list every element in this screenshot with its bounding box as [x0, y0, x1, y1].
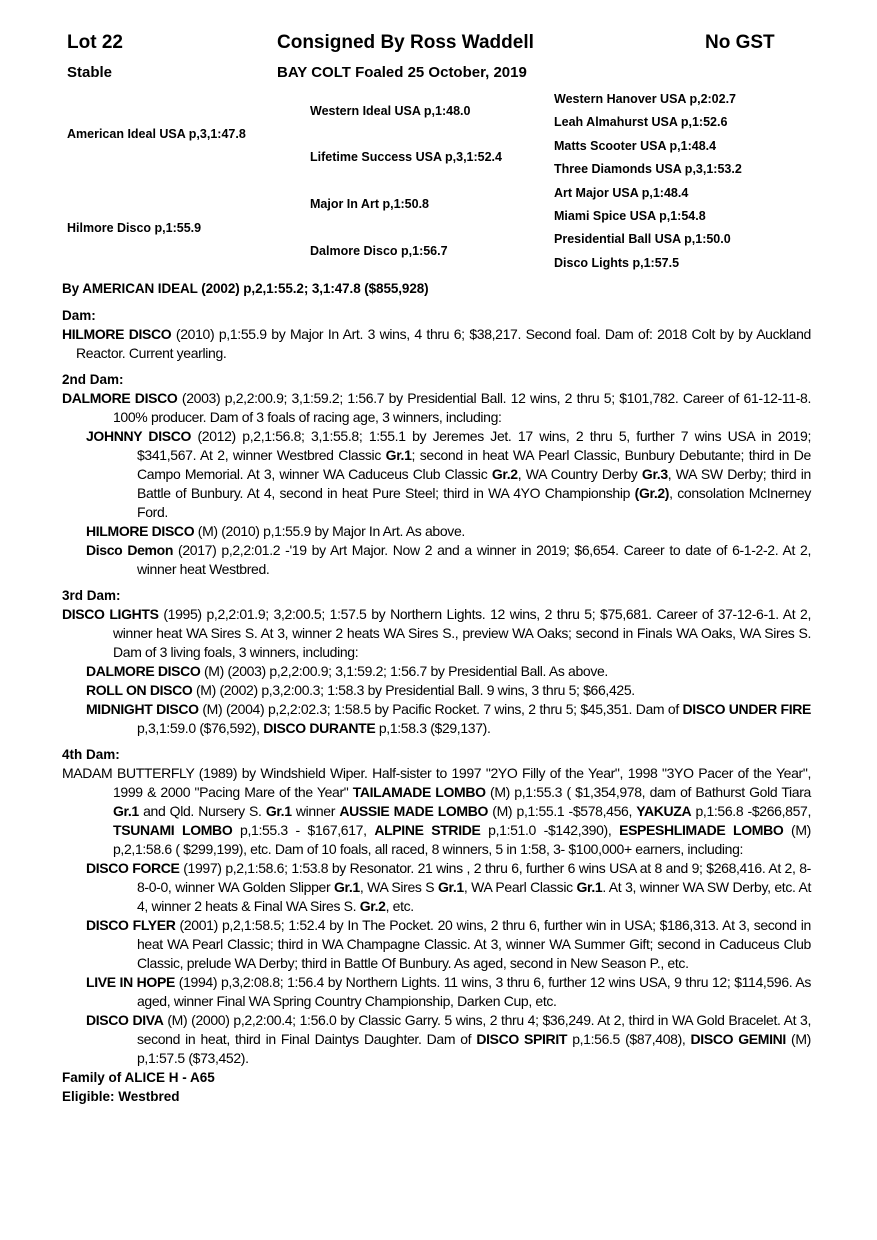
section-title: 4th Dam: [62, 747, 120, 762]
entry-text: (2001) p,2,1:58.5; 1:52.4 by In The Pocket. 20 wins, 2 thru 6, further win in USA; $186,313. At 3, second in heat WA Pearl Classic; third in WA Champagne Classic. At 3, winner WA Summer Gift; second in Caduceus Club Classic, prelude WA Derby; third in Battle Of Bunbury. As aged, second in New Season P., etc. [137, 917, 811, 971]
bold-text: TSUNAMI LOMBO [113, 822, 233, 838]
horse-description: BAY COLT Foaled 25 October, 2019 [277, 64, 527, 81]
entry-text: ; second in heat WA Pearl Classic, Bunbury Debutante; third in De Campo Memorial. At 3, winner WA Caduceus Club Classic [137, 447, 811, 482]
eligible-line: Eligible: Westbred [62, 1089, 180, 1104]
entry-text: p,1:58.3 ($29,137). [375, 720, 491, 736]
gst-status: No GST [705, 32, 775, 53]
dam-section [62, 586, 811, 738]
entry-text: (2010) p,1:55.9 by Major In Art. 3 wins, 4 thru 6; $38,217. Second foal. Dam of: 2018 Colt by by Auckland Reactor. Current yearling. [76, 326, 811, 361]
pedigree-dam: Hilmore Disco p,1:55.9 [67, 221, 202, 235]
sire-line: By AMERICAN IDEAL (2002) p,2,1:55.2; 3,1:47.8 ($855,928) [62, 281, 429, 296]
progeny-entry [62, 522, 811, 541]
dam-entry [62, 325, 811, 363]
bold-text: Gr.3 [641, 466, 668, 482]
bold-text: DISCO GEMINI [690, 1031, 786, 1047]
entry-text: (M) (2003) p,2,2:00.9; 3,1:59.2; 1:56.7 by Presidential Ball. As above. [200, 663, 608, 679]
entry-text: (M) p,1:57.5 ($73,452). [137, 1031, 811, 1066]
progeny-entry [62, 427, 811, 522]
bold-text: Gr.2 [359, 898, 386, 914]
section-title: 2nd Dam: [62, 372, 124, 387]
bold-text: DISCO SPIRIT [476, 1031, 568, 1047]
entry-text: (2017) p,2,2:01.2 -'19 by Art Major. Now 2 and a winner in 2019; $6,654. Career to date of 6-1-2-2. At 2, winner heat Westbred. [137, 542, 811, 577]
lot-number: Lot 22 [67, 32, 123, 53]
bold-text: Gr.1 [576, 879, 603, 895]
family-line: Family of ALICE H - A65 [62, 1070, 215, 1085]
bold-text: Gr.1 [334, 879, 360, 895]
bold-text: DISCO LIGHTS [62, 606, 159, 622]
entry-text: , WA Pearl Classic [463, 879, 577, 895]
bold-text: AUSSIE MADE LOMBO [339, 803, 489, 819]
bold-text: (Gr.2) [634, 485, 670, 501]
bold-text: Disco Demon [86, 542, 174, 558]
bold-text: YAKUZA [636, 803, 692, 819]
progeny-entry [62, 662, 811, 681]
progeny-entry [62, 541, 811, 579]
dam-section [62, 370, 811, 579]
entry-text: , WA Sires S [359, 879, 438, 895]
bold-text: DISCO DURANTE [263, 720, 376, 736]
bold-text: HILMORE DISCO [86, 523, 195, 539]
progeny-entry [62, 859, 811, 916]
progeny-entry [62, 700, 811, 738]
bold-text: DISCO UNDER FIRE [682, 701, 811, 717]
entry-text: winner [291, 803, 340, 819]
bold-text: Gr.1 [265, 803, 292, 819]
entry-text: (M) p,1:55.1 -$578,456, [488, 803, 637, 819]
dam-entry [62, 605, 811, 662]
bold-text: TAILAMADE LOMBO [352, 784, 486, 800]
entry-text: (2012) p,2,1:56.8; 3,1:55.8; 1:55.1 by Jeremes Jet. 17 wins, 2 thru 5, further 7 wins USA in 2019; $341,567. At 2, winner Westbred Classic [137, 428, 811, 463]
entry-text: (1997) p,2,1:58.6; 1:53.8 by Resonator. 21 wins , 2 thru 6, further 6 wins USA at 8 and 9; $268,416. At 2, 8-8-0-0, winner WA Golden Slipper [137, 860, 811, 895]
entry-text: MADAM BUTTERFLY (1989) by Windshield Wiper. Half-sister to 1997 "2YO Filly of the Year", 1998 "3YO Pacer of the Year", 1999 & 2000 "Pacing Mare of the Year" [62, 765, 811, 800]
bold-text: ROLL ON DISCO [86, 682, 193, 698]
entry-text: , consolation McInerney Ford. [137, 485, 811, 520]
consignor: Consigned By Ross Waddell [277, 32, 534, 53]
entry-text: p,1:55.3 - $167,617, [232, 822, 375, 838]
bold-text: JOHNNY DISCO [86, 428, 192, 444]
progeny-entry [62, 973, 811, 1011]
progeny-entry [62, 681, 811, 700]
bold-text: DISCO DIVA [86, 1012, 164, 1028]
bold-text: Gr.2 [491, 466, 518, 482]
pedigree-sire-dam: Lifetime Success USA p,3,1:52.4 [310, 150, 502, 164]
entry-text: (M) (2000) p,2,2:00.4; 1:56.0 by Classic Garry. 5 wins, 2 thru 4; $36,249. At 2, third in WA Gold Bracelet. At 3, second in heat, third in Final Daintys Daughter. Dam of [137, 1012, 812, 1047]
family-sections [62, 306, 811, 1068]
pedigree-dam-dam: Dalmore Disco p,1:56.7 [310, 244, 448, 258]
section-title: Dam: [62, 308, 96, 323]
entry-text: , etc. [385, 898, 414, 914]
entry-text: (1995) p,2,2:01.9; 3,2:00.5; 1:57.5 by Northern Lights. 12 wins, 2 thru 5; $75,681. Career of 37-12-6-1. At 2, winner heat WA Sires S. At 3, winner 2 heats WA Sires S., preview WA Oaks; second in Finals WA Oaks, WA Sires S. Dam of 3 living foals, 3 winners, including: [113, 606, 812, 660]
entry-text: (M) p,1:55.3 ( $1,354,978, dam of Bathurst Gold Tiara [485, 784, 811, 800]
entry-text: (M) (2010) p,1:55.9 by Major In Art. As above. [194, 523, 465, 539]
pedigree-gen3: Miami Spice USA p,1:54.8 [554, 209, 706, 223]
bold-text: DISCO FLYER [86, 917, 176, 933]
pedigree-sire: American Ideal USA p,3,1:47.8 [67, 127, 246, 141]
bold-text: DALMORE DISCO [62, 390, 178, 406]
entry-text: (M) (2004) p,2,2:02.3; 1:58.5 by Pacific Rocket. 7 wins, 2 thru 5; $45,351. Dam of [198, 701, 683, 717]
entry-text: p,1:51.0 -$142,390), [480, 822, 620, 838]
catalogue-body [62, 279, 811, 1106]
bold-text: Gr.1 [385, 447, 412, 463]
pedigree-gen3: Leah Almahurst USA p,1:52.6 [554, 115, 728, 129]
bold-text: DALMORE DISCO [86, 663, 201, 679]
bold-text: DISCO FORCE [86, 860, 180, 876]
entry-text: , WA Country Derby [517, 466, 642, 482]
dam-section [62, 745, 811, 1068]
section-title: 3rd Dam: [62, 588, 121, 603]
pedigree-dam-sire: Major In Art p,1:50.8 [310, 197, 430, 211]
entry-text: , WA SW Derby; third in Battle of Bunbury. At 4, second in heat Pure Steel; third in WA 4YO Championship [137, 466, 811, 501]
entry-text: (1994) p,3,2:08.8; 1:56.4 by Northern Lights. 11 wins, 3 thru 6, further 12 wins USA, 9 thru 12; $114,596. As aged, winner Final WA Spring Country Championship, Darken Cup, etc. [137, 974, 811, 1009]
progeny-entry [62, 916, 811, 973]
pedigree-gen3: Presidential Ball USA p,1:50.0 [554, 232, 731, 246]
pedigree-gen3: Matts Scooter USA p,1:48.4 [554, 139, 717, 153]
pedigree-gen3: Disco Lights p,1:57.5 [554, 256, 680, 270]
bold-text: MIDNIGHT DISCO [86, 701, 199, 717]
entry-text: and Qld. Nursery S. [138, 803, 266, 819]
bold-text: LIVE IN HOPE [86, 974, 175, 990]
bold-text: Gr.1 [438, 879, 464, 895]
bold-text: ALPINE STRIDE [374, 822, 481, 838]
pedigree-gen3: Three Diamonds USA p,3,1:53.2 [554, 162, 742, 176]
entry-text: p,1:56.8 -$266,857, [691, 803, 811, 819]
location: Stable [67, 64, 113, 81]
bold-text: ESPESHLIMADE LOMBO [619, 822, 784, 838]
entry-text: (M) p,2,1:58.6 ( $299,199), etc. Dam of 10 foals, all raced, 8 winners, 5 in 1:58, 3- $100,000+ earners, including: [113, 822, 811, 857]
entry-text: (2003) p,2,2:00.9; 3,1:59.2; 1:56.7 by Presidential Ball. 12 wins, 2 thru 5; $101,782. Career of 61-12-11-8. 100% producer. Dam of 3 foals of racing age, 3 winners, including: [113, 390, 812, 425]
dam-section [62, 306, 811, 363]
progeny-entry [62, 1011, 811, 1068]
dam-entry [62, 389, 811, 427]
bold-text: HILMORE DISCO [62, 326, 172, 342]
pedigree-gen3: Western Hanover USA p,2:02.7 [554, 92, 737, 106]
pedigree-gen3: Art Major USA p,1:48.4 [554, 186, 689, 200]
pedigree-sire-sire: Western Ideal USA p,1:48.0 [310, 104, 471, 118]
dam-entry [62, 764, 811, 859]
bold-text: Gr.1 [113, 803, 139, 819]
entry-text: . At 3, winner WA SW Derby, etc. At 4, winner 2 heats & Final WA Sires S. [137, 879, 811, 914]
entry-text: p,3,1:59.0 ($76,592), [137, 720, 264, 736]
entry-text: (M) (2002) p,3,2:00.3; 1:58.3 by Presidential Ball. 9 wins, 3 thru 5; $66,425. [192, 682, 635, 698]
entry-text: p,1:56.5 ($87,408), [567, 1031, 691, 1047]
